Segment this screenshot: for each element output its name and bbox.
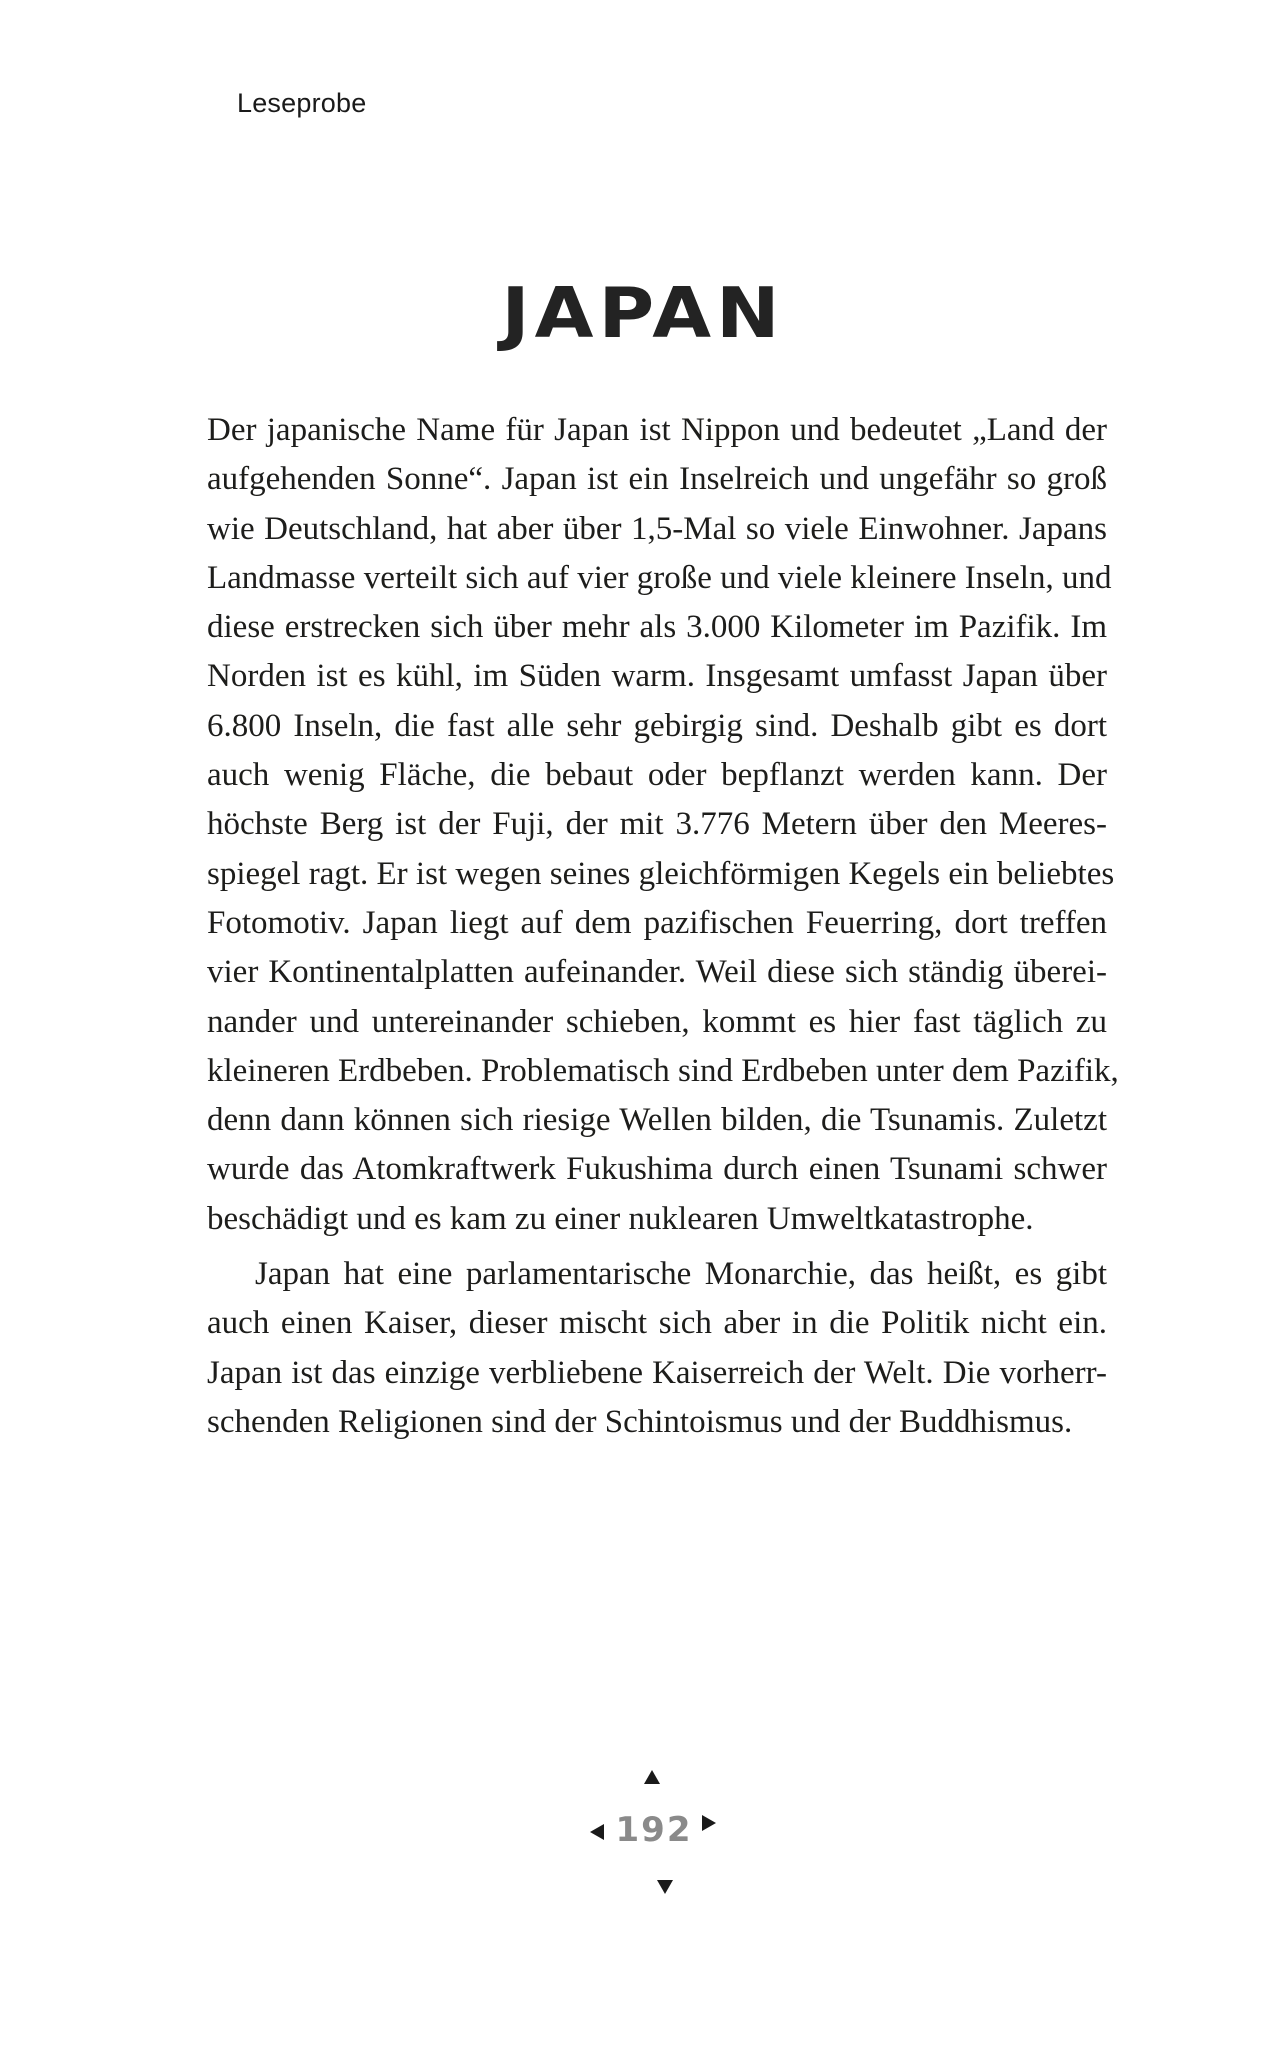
running-header: Leseprobe [237, 88, 367, 118]
text-line: vier Kontinentalplatten aufeinander. Weil diese sich ständig überei- [207, 954, 1107, 991]
text-line: spiegel ragt. Er ist wegen seines gleichförmigen Kegels ein beliebtes [207, 855, 1115, 892]
text-line: schenden Religionen sind der Schintoismus und der Buddhismus. [207, 1403, 1073, 1440]
text-line: Der japanische Name für Japan ist Nippon und bedeutet „Land der [207, 412, 1107, 448]
triangle-down-icon [657, 1880, 673, 1894]
page-number-ornament [560, 1760, 730, 1900]
text-line: Fotomotiv. Japan liegt auf dem pazifischen Feuerring, dort treffen [207, 904, 1107, 941]
page-number: 192 [615, 1810, 693, 1850]
text-line: auch wenig Fläche, die bebaut oder bepflanzt werden kann. Der [207, 757, 1107, 794]
text-line: auch einen Kaiser, dieser mischt sich aber in die Politik nicht ein. [207, 1305, 1107, 1342]
text-line: denn dann können sich riesige Wellen bilden, die Tsunamis. Zuletzt [207, 1102, 1107, 1139]
text-line: Japan ist das einzige verbliebene Kaiserreich der Welt. Die vorherr- [207, 1354, 1107, 1391]
text-line: diese erstrecken sich über mehr als 3.000 Kilometer im Pazifik. Im [207, 609, 1107, 646]
triangle-up-icon [644, 1770, 660, 1784]
text-line: aufgehenden Sonne“. Japan ist ein Inselreich und ungefähr so groß [207, 461, 1107, 498]
text-line: höchste Berg ist der Fuji, der mit 3.776 Metern über den Meeres- [207, 806, 1107, 843]
paragraph-1 [207, 406, 1119, 1244]
body-text [207, 406, 1119, 1447]
text-line: nander und untereinander schieben, kommt es hier fast täglich zu [207, 1003, 1107, 1040]
chapter-title: JAPAN [501, 271, 785, 354]
text-line: 6.800 Inseln, die fast alle sehr gebirgig sind. Deshalb gibt es dort [207, 707, 1107, 744]
paragraph-2 [207, 1250, 1107, 1447]
text-line: Norden ist es kühl, im Süden warm. Insgesamt umfasst Japan über [207, 658, 1107, 695]
text-line: Japan hat eine parlamentarische Monarchie, das heißt, es gibt [255, 1256, 1107, 1293]
text-line: kleineren Erdbeben. Problematisch sind Erdbeben unter dem Pazifik, [207, 1052, 1119, 1089]
text-line: beschädigt und es kam zu einer nuklearen Umweltkatastrophe. [207, 1200, 1034, 1237]
triangle-left-icon [590, 1824, 604, 1840]
text-line: wie Deutschland, hat aber über 1,5-Mal so viele Einwohner. Japans [207, 510, 1107, 547]
triangle-right-icon [702, 1815, 716, 1831]
text-line: Landmasse verteilt sich auf vier große und viele kleinere Inseln, und [207, 559, 1112, 596]
text-line: wurde das Atomkraftwerk Fukushima durch einen Tsunami schwer [207, 1151, 1107, 1188]
